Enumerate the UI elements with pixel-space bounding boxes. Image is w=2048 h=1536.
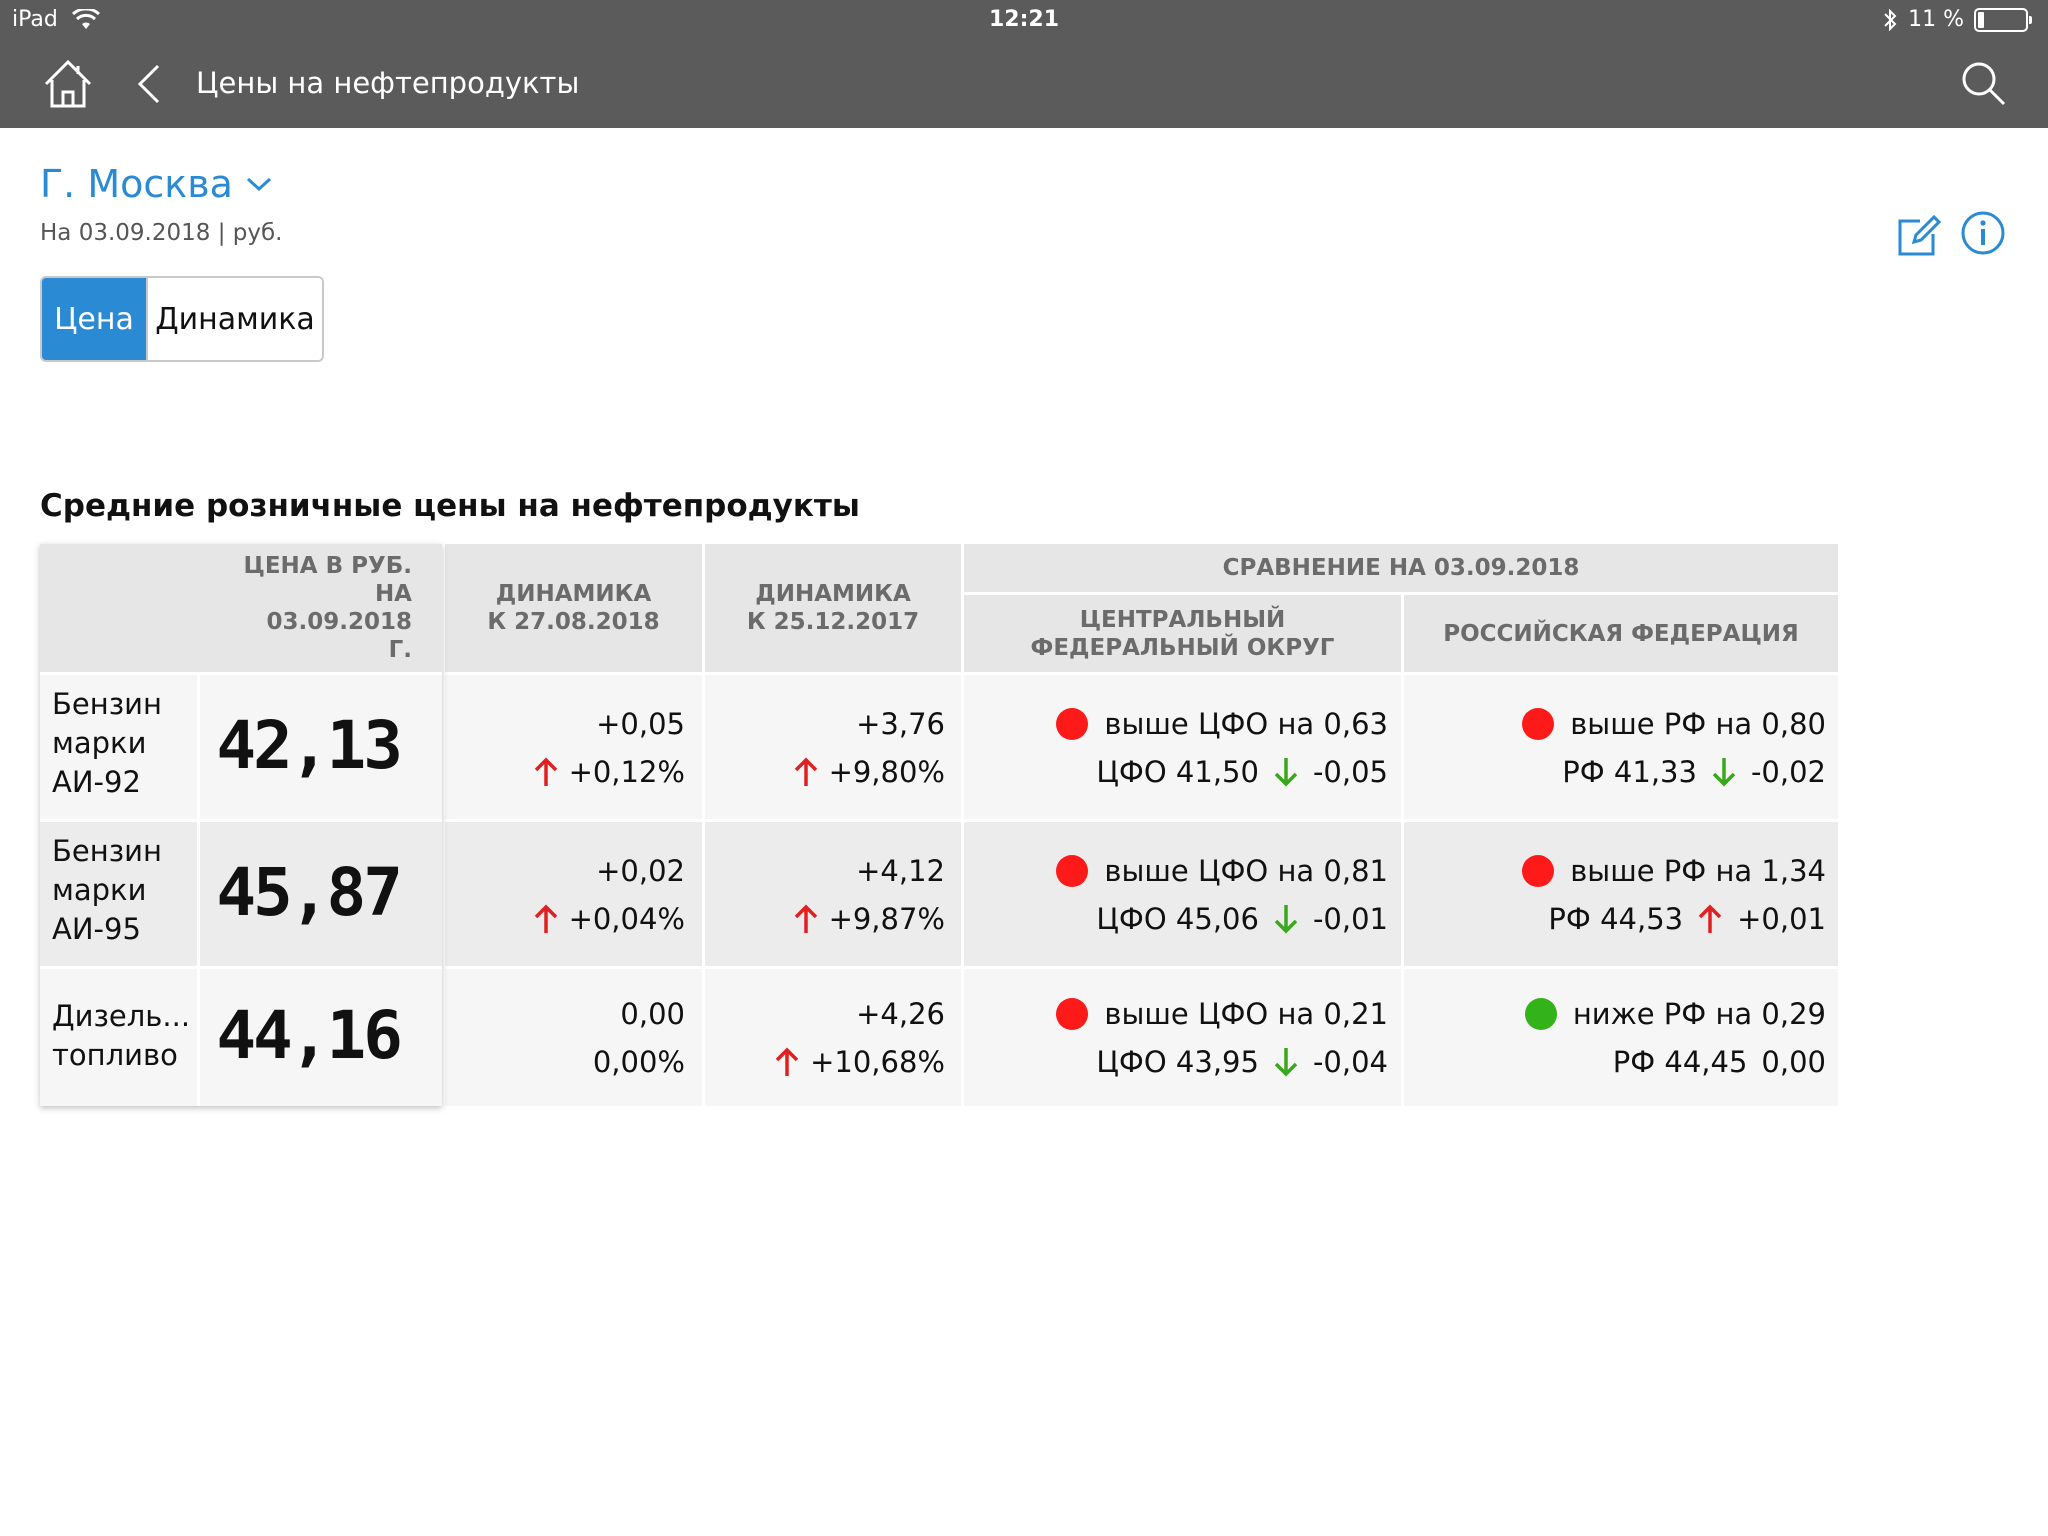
dyn2-pct: +9,80%: [828, 755, 945, 789]
arrow-down-icon: [1273, 903, 1299, 935]
rf-delta: 0,00: [1761, 1045, 1826, 1079]
dyn2-pct: +9,87%: [828, 902, 945, 936]
status-dot-icon: [1056, 708, 1088, 740]
header-dyn2: ДИНАМИКА К 25.12.2017: [705, 544, 961, 672]
status-dot-icon: [1522, 855, 1554, 887]
dyn1-cell: [445, 854, 685, 936]
date-subtitle: На 03.09.2018 | руб.: [40, 220, 283, 246]
tab-dynamics[interactable]: Динамика: [146, 278, 322, 360]
cfo-cell: [964, 707, 1388, 789]
product-name-line: АИ-92: [52, 765, 141, 799]
dyn1-abs: 0,00: [620, 997, 685, 1031]
arrow-up-icon: [793, 756, 819, 788]
cfo-delta: -0,01: [1312, 902, 1388, 936]
prices-table: [40, 544, 1838, 1106]
product-name-line: Бензин: [52, 834, 162, 868]
product-name-line: Бензин: [52, 687, 162, 721]
product-name-line: марки: [52, 726, 147, 760]
cfo-cell: [964, 997, 1388, 1079]
header-compare: СРАВНЕНИЕ НА 03.09.2018: [964, 544, 1838, 592]
cfo-compare: выше ЦФО на 0,63: [1104, 707, 1388, 741]
product-name-line: Дизель...: [52, 999, 191, 1033]
status-dot-icon: [1522, 708, 1554, 740]
dyn2-cell: [705, 997, 945, 1079]
dyn2-abs: +4,26: [856, 997, 945, 1031]
arrow-up-icon: [1697, 903, 1723, 935]
rf-delta: -0,02: [1750, 755, 1826, 789]
cfo-delta: -0,04: [1312, 1045, 1388, 1079]
arrow-up-icon: [533, 756, 559, 788]
price-value: 44,16: [216, 997, 400, 1074]
header-rf: РОССИЙСКАЯ ФЕДЕРАЦИЯ: [1404, 595, 1838, 672]
back-chevron-icon[interactable]: [134, 62, 164, 106]
product-name: [52, 997, 190, 1075]
status-dot-icon: [1056, 998, 1088, 1030]
dyn1-pct: +0,12%: [568, 755, 685, 789]
city-selector[interactable]: [40, 162, 273, 206]
dyn2-cell: [705, 854, 945, 936]
arrow-up-icon: [774, 1046, 800, 1078]
rf-delta: +0,01: [1737, 902, 1826, 936]
cfo-value: ЦФО 41,50: [1096, 755, 1259, 789]
rf-cell: [1404, 997, 1826, 1079]
dyn2-abs: +3,76: [856, 707, 945, 741]
rf-compare: выше РФ на 0,80: [1570, 707, 1826, 741]
rf-value: РФ 41,33: [1562, 755, 1697, 789]
search-icon[interactable]: [1958, 58, 2008, 108]
cfo-value: ЦФО 43,95: [1096, 1045, 1259, 1079]
price-value: 45,87: [216, 854, 400, 931]
header-dyn1: ДИНАМИКА К 27.08.2018: [445, 544, 702, 672]
view-segment: [40, 276, 324, 362]
cfo-compare: выше ЦФО на 0,21: [1104, 997, 1388, 1031]
dyn1-pct: 0,00%: [592, 1045, 685, 1079]
dyn1-cell: [445, 997, 685, 1079]
arrow-up-icon: [793, 903, 819, 935]
rf-compare: выше РФ на 1,34: [1570, 854, 1826, 888]
dyn1-pct: +0,04%: [568, 902, 685, 936]
arrow-down-icon: [1273, 1046, 1299, 1078]
arrow-up-icon: [533, 903, 559, 935]
chevron-down-icon: [245, 175, 273, 193]
battery-icon: [1974, 8, 2028, 32]
battery-percent: 11 %: [1908, 7, 1964, 32]
status-dot-icon: [1056, 855, 1088, 887]
city-label: Г. Москва: [40, 162, 233, 206]
info-icon[interactable]: [1960, 210, 2006, 256]
rf-cell: [1404, 854, 1826, 936]
rf-value: РФ 44,45: [1612, 1045, 1748, 1079]
home-icon[interactable]: [40, 56, 96, 112]
bluetooth-icon: [1882, 8, 1898, 32]
status-time: 12:21: [988, 7, 1060, 32]
rf-value: РФ 44,53: [1548, 902, 1684, 936]
dyn2-abs: +4,12: [856, 854, 945, 888]
dyn1-cell: [445, 707, 685, 789]
header-price: ЦЕНА В РУБ. НА 03.09.2018 Г.: [200, 544, 442, 672]
nav-title: Цены на нефтепродукты: [196, 66, 580, 100]
tab-price[interactable]: Цена: [42, 278, 146, 360]
arrow-down-icon: [1711, 756, 1737, 788]
dyn2-cell: [705, 707, 945, 789]
price-value: 42,13: [216, 707, 400, 784]
rf-compare: ниже РФ на 0,29: [1572, 997, 1826, 1031]
dyn2-pct: +10,68%: [810, 1045, 945, 1079]
product-name-line: АИ-95: [52, 912, 141, 946]
product-name: [52, 832, 162, 949]
dyn1-abs: +0,05: [596, 707, 685, 741]
status-right: [1882, 7, 2028, 32]
nav-bar: [0, 40, 2048, 128]
product-name-line: топливо: [52, 1038, 178, 1072]
cfo-compare: выше ЦФО на 0,81: [1104, 854, 1388, 888]
cfo-value: ЦФО 45,06: [1096, 902, 1259, 936]
header-cfo: ЦЕНТРАЛЬНЫЙ ФЕДЕРАЛЬНЫЙ ОКРУГ: [964, 595, 1401, 672]
status-dot-icon: [1525, 998, 1557, 1030]
cfo-delta: -0,05: [1312, 755, 1388, 789]
product-name: [52, 685, 162, 802]
dyn1-abs: +0,02: [596, 854, 685, 888]
edit-icon[interactable]: [1896, 212, 1942, 258]
section-title: Средние розничные цены на нефтепродукты: [40, 488, 860, 524]
cfo-cell: [964, 854, 1388, 936]
rf-cell: [1404, 707, 1826, 789]
arrow-down-icon: [1273, 756, 1299, 788]
product-name-line: марки: [52, 873, 147, 907]
status-bar: [0, 0, 2048, 40]
carrier-label: iPad: [12, 7, 58, 32]
